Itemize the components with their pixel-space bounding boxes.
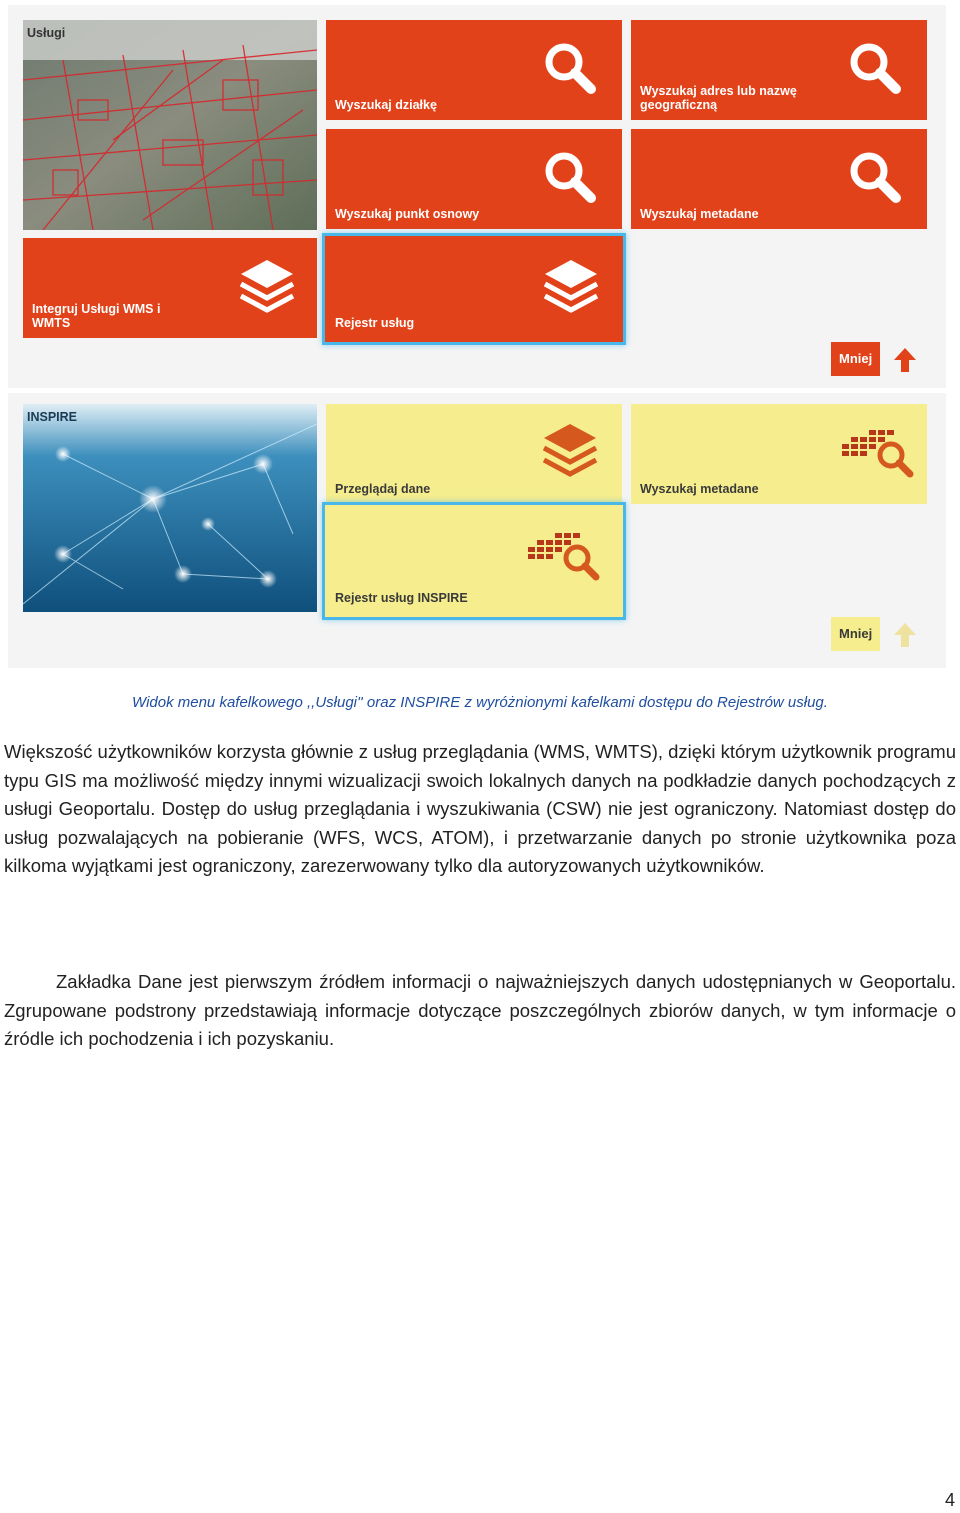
arrow-up-icon[interactable]	[893, 346, 917, 374]
tile-integruj-wms-wmts[interactable]: Integruj Usługi WMS i WMTS	[23, 238, 317, 338]
paragraph: Zakładka Dane jest pierwszym źródłem informacji o najważniejszych danych udostępnianych w Geoportalu. Zgrupowane podstrony przedstawiają informacje dotyczące poszczególnych zbiorów danych, w tym informacje o źródle ich pochodzenia i ich pozyskaniu.	[4, 971, 956, 1049]
magnifier-icon	[542, 40, 598, 96]
satellite-map-image	[23, 20, 317, 230]
magnifier-icon	[847, 40, 903, 96]
magnifier-icon	[542, 149, 598, 205]
tile-wyszukaj-metadane[interactable]: Wyszukaj metadane	[631, 129, 927, 229]
tile-rejestr-uslug[interactable]: Rejestr usług	[322, 233, 626, 345]
uslugi-tile-menu	[8, 5, 946, 388]
figure-caption: Widok menu kafelkowego ,,Usługi'' oraz INSPIRE z wyróżnionymi kafelkami dostępu do Rejestrów usług.	[132, 694, 828, 711]
grid-search-icon	[525, 531, 601, 583]
less-button[interactable]: Mniej	[831, 617, 880, 651]
layers-icon	[540, 420, 600, 480]
tile-rejestr-uslug-inspire[interactable]: Rejestr usług INSPIRE	[322, 502, 626, 620]
tile-wyszukaj-punkt-osnowy[interactable]: Wyszukaj punkt osnowy	[326, 129, 622, 229]
uslugi-map-tile[interactable]	[23, 20, 317, 230]
tile-przegladaj-dane[interactable]: Przeglądaj dane	[326, 404, 622, 504]
arrow-up-icon[interactable]	[893, 621, 917, 649]
tile-inspire-wyszukaj-metadane[interactable]: Wyszukaj metadane	[631, 404, 927, 504]
layers-icon	[541, 256, 601, 316]
inspire-tile-menu	[8, 393, 946, 668]
paragraph: Większość użytkowników korzysta głównie z usług przeglądania (WMS, WMTS), dzięki którym użytkownik programu typu GIS ma możliwość między innymi wizualizacji swoich lokalnych danych na podkładzie danych pochodzących z usługi Geoportalu. Dostęp do usług przeglądania i wyszukiwania (CSW) nie jest ograniczony. Natomiast dostęp do usług pozwalających na pobieranie (WFS, WCS, ATOM), i przetwarzanie danych po stronie użytkownika poza kilkoma wyjątkami jest ograniczony, zarezerwowany tylko dla autoryzowanych użytkowników.	[4, 741, 957, 876]
tile-wyszukaj-adres[interactable]: Wyszukaj adres lub nazwę geograficzną	[631, 20, 927, 120]
layers-icon	[237, 256, 297, 316]
inspire-network-map-image	[23, 404, 317, 612]
inspire-map-tile[interactable]	[23, 404, 317, 612]
page-number: 4	[944, 1490, 955, 1510]
map-tile-label: Usługi	[27, 26, 66, 40]
less-button[interactable]: Mniej	[831, 342, 880, 376]
grid-search-icon	[839, 428, 915, 480]
tile-wyszukaj-dzialke[interactable]: Wyszukaj działkę	[326, 20, 622, 120]
map-tile-label: INSPIRE	[27, 410, 78, 424]
magnifier-icon	[847, 149, 903, 205]
